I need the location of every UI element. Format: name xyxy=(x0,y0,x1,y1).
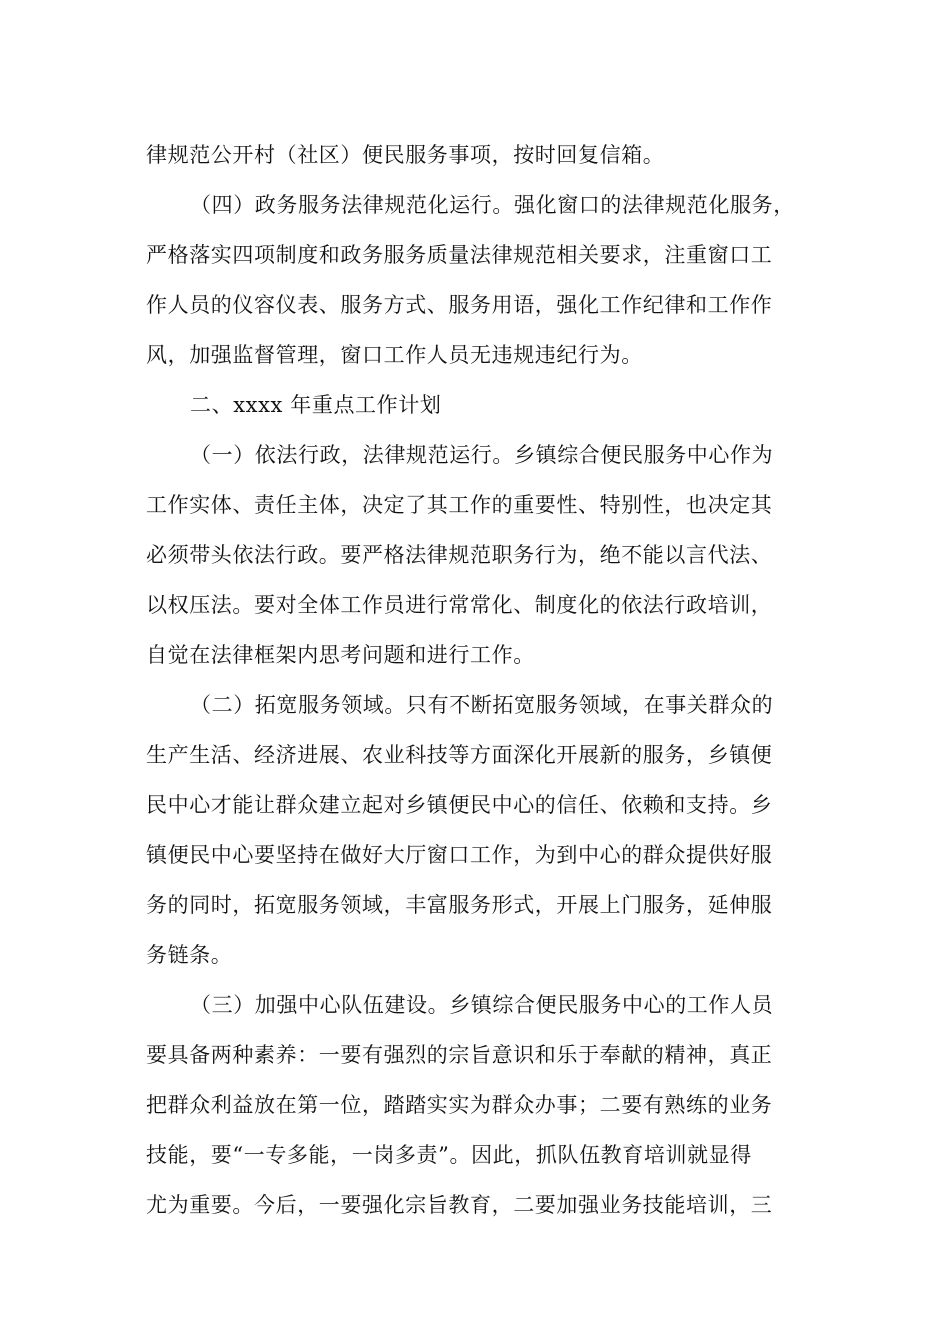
paragraph-line: 律规范公开村（社区）便民服务事项，按时回复信箱。 xyxy=(146,143,665,167)
paragraph-line: 要具备两种素养：一要有强烈的宗旨意识和乐于奉献的精神，真正 xyxy=(146,1043,773,1067)
paragraph-line: 把群众利益放在第一位，踏踏实实为群众办事；二要有熟练的业务 xyxy=(146,1093,773,1117)
paragraph-line: 务的同时，拓宽服务领域，丰富服务形式，开展上门服务，延伸服 xyxy=(146,893,773,917)
paragraph-line: 技能，要“一专多能，一岗多责”。因此，抓队伍教育培训就显得 xyxy=(146,1143,752,1167)
paragraph-line: （二）拓宽服务领域。只有不断拓宽服务领域，在事关群众的 xyxy=(190,693,774,717)
paragraph-line: 民中心才能让群众建立起对乡镇便民中心的信任、依赖和支持。乡 xyxy=(146,793,773,817)
paragraph-line: （三）加强中心队伍建设。乡镇综合便民服务中心的工作人员 xyxy=(190,993,774,1017)
section-heading: 二、xxxx 年重点工作计划 xyxy=(190,393,442,417)
paragraph-line: 工作实体、责任主体，决定了其工作的重要性、特别性，也决定其 xyxy=(146,493,773,517)
paragraph-line: 必须带头依法行政。要严格法律规范职务行为，绝不能以言代法、 xyxy=(146,543,773,567)
paragraph-line: 作人员的仪容仪表、服务方式、服务用语，强化工作纪律和工作作 xyxy=(146,293,773,317)
paragraph-line: 尤为重要。今后，一要强化宗旨教育，二要加强业务技能培训，三 xyxy=(146,1193,773,1217)
paragraph-line: 严格落实四项制度和政务服务质量法律规范相关要求，注重窗口工 xyxy=(146,243,773,267)
document-body xyxy=(146,130,808,1230)
paragraph-line: 自觉在法律框架内思考问题和进行工作。 xyxy=(146,643,535,667)
paragraph-line: 风，加强监督管理，窗口工作人员无违规违纪行为。 xyxy=(146,343,643,367)
paragraph-line: （四）政务服务法律规范化运行。强化窗口的法律规范化服务， xyxy=(190,193,795,217)
paragraph-line: 生产生活、经济进展、农业科技等方面深化开展新的服务，乡镇便 xyxy=(146,743,773,767)
paragraph-line: （一）依法行政，法律规范运行。乡镇综合便民服务中心作为 xyxy=(190,443,774,467)
paragraph-line: 务链条。 xyxy=(146,943,233,967)
paragraph-line: 镇便民中心要坚持在做好大厅窗口工作，为到中心的群众提供好服 xyxy=(146,843,773,867)
paragraph-line: 以权压法。要对全体工作员进行常常化、制度化的依法行政培训， xyxy=(146,593,773,617)
